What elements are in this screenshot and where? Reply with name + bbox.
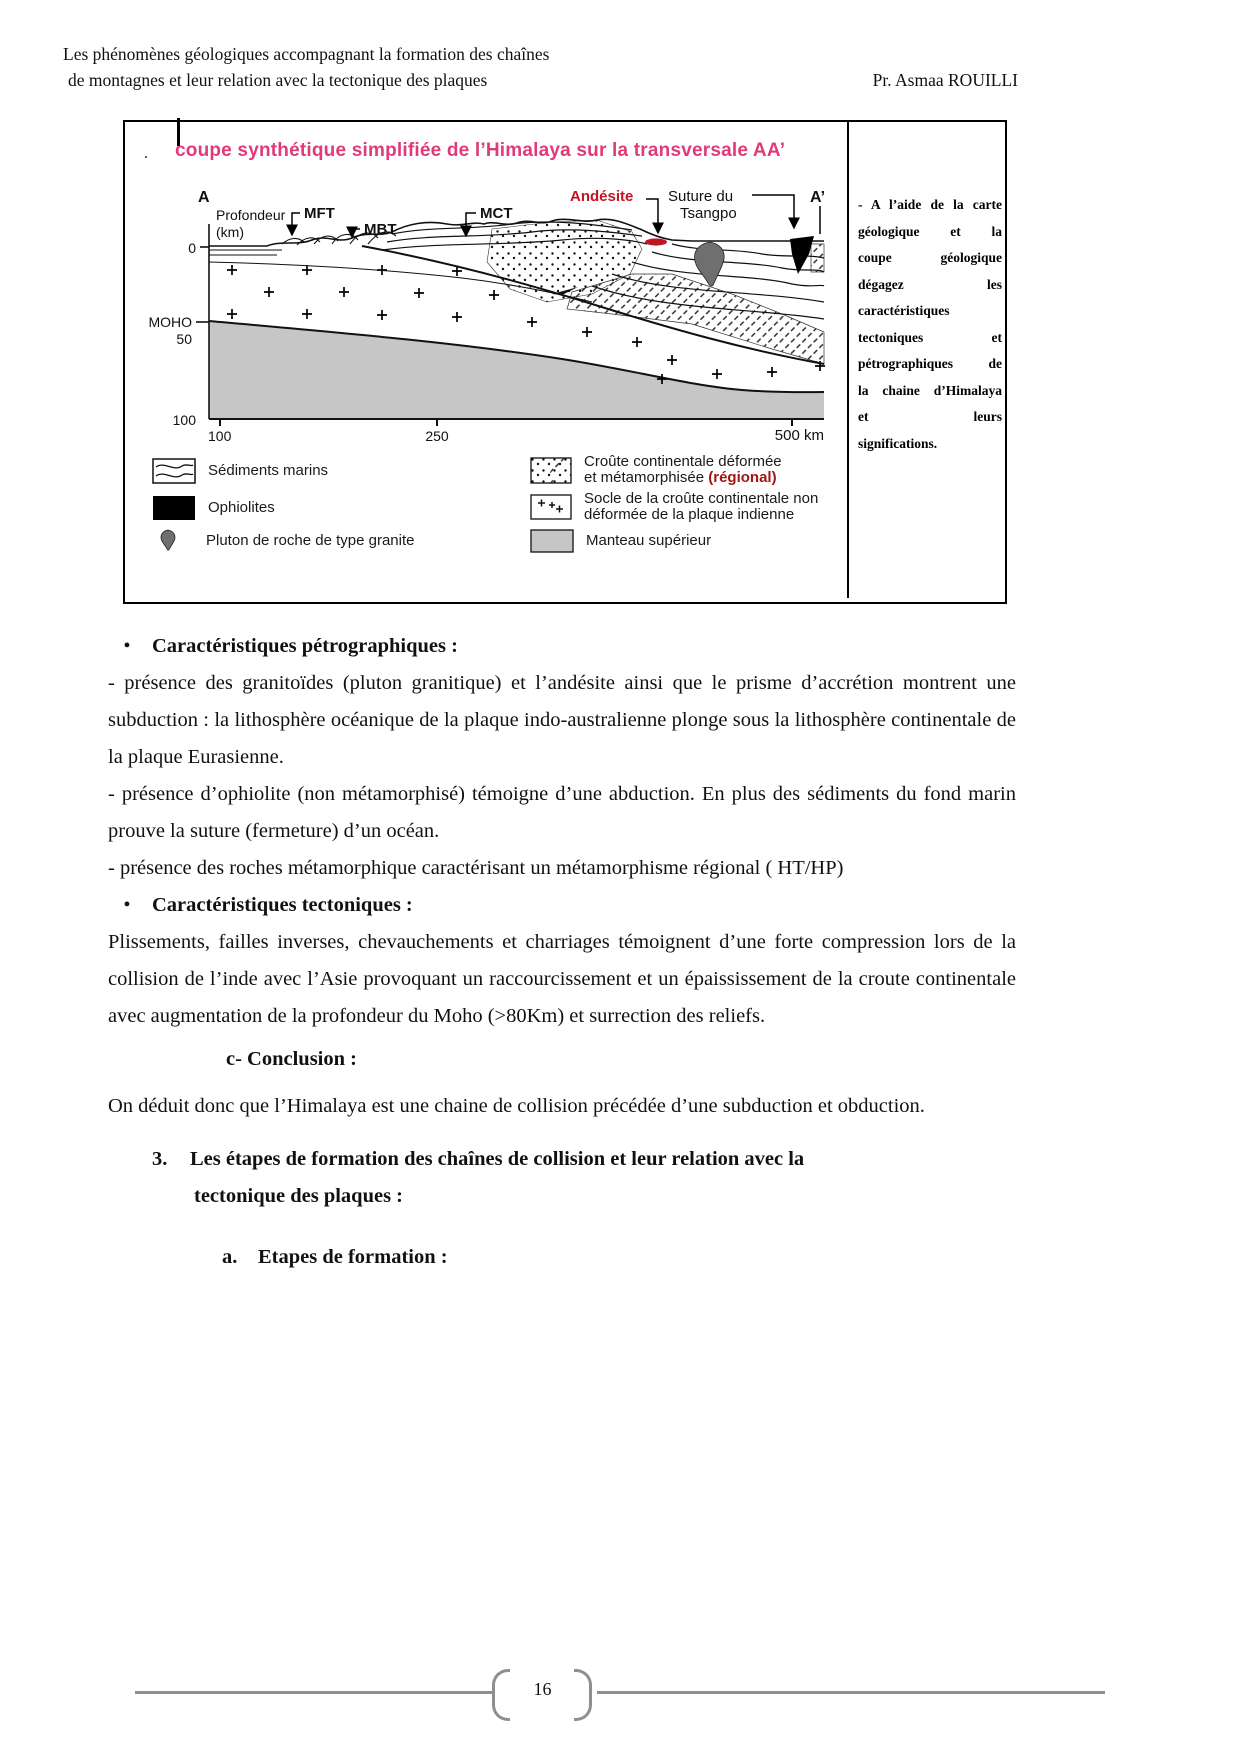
header-title-line1: Les phénomènes géologiques accompagnant la formation des chaînes — [63, 44, 550, 64]
hatched-crust-region — [567, 274, 824, 364]
sidebar-line: significations. — [858, 435, 938, 451]
petrographic-paragraph-2: - présence d’ophiolite (non métamorphisé) témoigne d’une abduction. En plus des sédiments du fond marin prouve la suture (fermeture) d’un océan. — [108, 783, 1016, 842]
subsection-letter: a. — [222, 1246, 238, 1268]
legend-item-deformed-crust — [530, 454, 782, 486]
heading-text: Caractéristiques pétrographiques : — [152, 635, 458, 657]
conclusion-text: On déduit donc que l’Himalaya est une chaine de collision précédée d’une subduction et obduction. — [108, 1095, 925, 1117]
title-bullet-dot: · — [143, 146, 149, 166]
distance-axis — [209, 419, 824, 426]
ophiolite-wedge — [790, 236, 814, 274]
mft-arrow — [292, 213, 300, 234]
legend-line1: Socle de la croûte continentale non — [584, 490, 819, 507]
section-title-line1: Les étapes de formation des chaînes de collision et leur relation avec la — [190, 1148, 805, 1170]
legend-line2: et métamorphisée — [584, 469, 709, 486]
grey-swatch-icon — [530, 529, 574, 553]
petrographic-paragraph-1: - présence des granitoïdes (pluton granitique) et l’andésite ainsi que le prisme d’accrétion montrent une subduction : la lithosphère océanique de la plaque indo-australienne plonge sous la lithosphère continentale de la plaque Eurasienne. — [108, 672, 1016, 768]
page-footer — [0, 1645, 1240, 1725]
legend-line2: déformée de la plaque indienne — [584, 506, 795, 523]
andesite-spot — [645, 238, 667, 245]
heading-text: Caractéristiques tectoniques : — [152, 894, 413, 916]
legend-item-pluton — [158, 529, 414, 553]
subsection-title: Etapes de formation : — [258, 1246, 448, 1268]
figure-title: coupe synthétique simplifiée de l’Himalaya sur la transversale AA’ — [175, 140, 786, 161]
legend-item-manteau — [530, 529, 711, 553]
bullet-icon: • — [123, 894, 131, 916]
bullet-icon: • — [123, 635, 131, 657]
petrographic-heading — [108, 628, 1016, 665]
label-profondeur: Profondeur — [216, 207, 286, 223]
section-number: 3. — [152, 1148, 168, 1170]
tick-dist-500: 500 km — [774, 427, 824, 444]
footer-bracket-right-icon — [574, 1669, 592, 1721]
label-andesite: Andésite — [570, 188, 634, 205]
footer-rule-left — [135, 1691, 492, 1694]
sidebar-line: et leurs — [858, 409, 1002, 424]
sidebar-line: dégagez les — [858, 276, 1002, 292]
tick-dist-100: 100 — [208, 428, 232, 444]
legend-item-socle — [530, 491, 818, 523]
tectonic-paragraph: Plissements, failles inverses, chevauchements et charriages témoignent d’une forte compression lors de la collision de l’inde avec l’Asie provoquant un raccourcissement et un épaississement de la croute continentale avec augmentation de la profondeur du Moho (>80Km) et surrection des reliefs. — [108, 931, 1016, 1027]
legend-label — [584, 454, 782, 486]
label-mct: MCT — [480, 205, 513, 222]
legend-label — [584, 491, 818, 523]
label-km-unit: (km) — [216, 224, 244, 240]
black-swatch-icon — [152, 495, 196, 521]
legend-label: Ophiolites — [208, 499, 275, 516]
conclusion-heading: c- Conclusion : — [226, 1048, 357, 1070]
legend-line1: Croûte continentale déformée — [584, 453, 782, 470]
tick-depth-0: 0 — [188, 240, 196, 256]
waves-swatch-icon — [152, 458, 196, 484]
subsection-a-heading — [108, 1239, 1016, 1276]
label-mft: MFT — [304, 205, 335, 222]
depth-axis — [196, 224, 209, 419]
tectonic-heading — [108, 887, 1016, 924]
label-a: A — [198, 189, 210, 206]
andesite-arrow — [646, 199, 658, 232]
plus-swatch-icon — [530, 494, 572, 520]
suture-arrow — [752, 195, 794, 227]
page-number: 16 — [533, 1679, 552, 1699]
footer-rule-right — [597, 1691, 1105, 1694]
sidebar-line: caractéristiques — [858, 303, 950, 318]
header-title-line2: de montagnes et leur relation avec la tectonique des plaques — [68, 70, 488, 90]
label-suture-line1: Suture du — [668, 188, 734, 205]
dots-hatch-swatch-icon — [530, 457, 572, 484]
figure-divider — [847, 122, 849, 598]
tick-depth-50: 50 — [176, 331, 192, 347]
footer-bracket-left-icon — [492, 1669, 510, 1721]
sidebar-line: pétrographiques de — [858, 356, 1002, 371]
sidebar-instruction — [855, 192, 1005, 457]
pluton-swatch-icon — [158, 529, 180, 553]
sidebar-line: - A l’aide de la carte — [858, 197, 1002, 212]
sidebar-line: tectoniques et — [858, 329, 1002, 345]
body-text — [108, 628, 1016, 1276]
sidebar-line: géologique et la — [858, 223, 1002, 239]
legend-line2-red: (régional) — [708, 469, 777, 486]
himalaya-cross-section — [132, 174, 842, 454]
label-a-prime: A’ — [810, 189, 826, 206]
legend-item-sediments — [152, 458, 328, 484]
label-suture-line2: Tsangpo — [680, 205, 737, 222]
legend-label: Sédiments marins — [208, 462, 329, 479]
sidebar-line: la chaine d’Himalaya — [858, 382, 1002, 398]
legend-item-ophiolites — [152, 495, 275, 521]
petrographic-paragraph-3: - présence des roches métamorphique caractérisant un métamorphisme régional ( HT/HP) — [108, 857, 844, 879]
section-3-heading — [108, 1141, 1016, 1215]
legend-label: Manteau supérieur — [586, 532, 712, 549]
granite-pluton — [695, 242, 725, 286]
tick-dist-250: 250 — [425, 428, 449, 444]
header-author: Pr. Asmaa ROUILLI — [872, 70, 1018, 90]
legend-label: Pluton de roche de type granite — [206, 532, 415, 549]
label-moho: MOHO — [148, 314, 192, 330]
label-mbt: MBT — [364, 221, 397, 238]
figure-box — [123, 120, 1007, 604]
section-title-line2: tectonique des plaques : — [194, 1185, 404, 1207]
sidebar-line: coupe géologique — [858, 250, 1002, 265]
tick-depth-100: 100 — [172, 412, 196, 428]
